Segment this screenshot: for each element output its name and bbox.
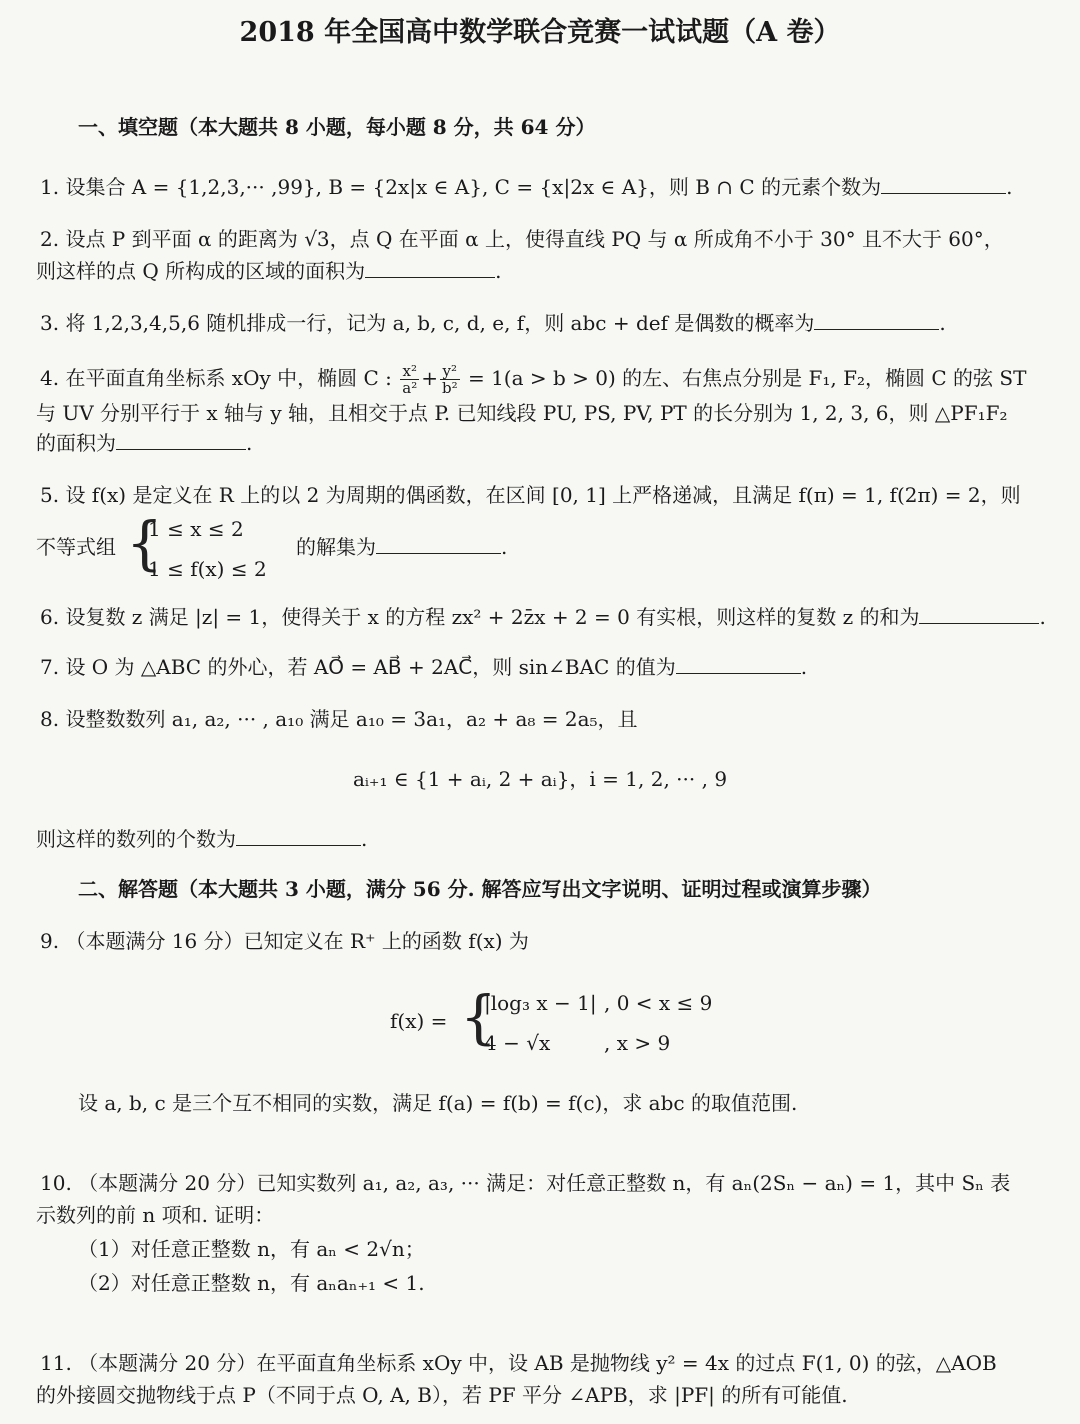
answer-blank-1[interactable] — [881, 173, 1006, 194]
question-11-line-1: 11. （本题满分 20 分）在平面直角坐标系 xOy 中，设 AB 是抛物线 y² = 4x 的过点 F(1, 0) 的弦，△AOB — [40, 1351, 997, 1375]
question-5-label: 不等式组 — [36, 535, 116, 559]
question-5-condition-2: 1 ≤ f(x) ≤ 2 — [148, 557, 267, 581]
question-5-tail: 的解集为 . — [296, 535, 508, 559]
question-5-condition-1: 1 ≤ x ≤ 2 — [148, 517, 244, 541]
question-8-equation: aᵢ₊₁ ∈ {1 + aᵢ, 2 + aᵢ}，i = 1, 2, ··· , 9 — [352, 767, 728, 791]
question-9-fx: f(x) = — [390, 1009, 448, 1033]
section-1-heading: 一、填空题（本大题共 8 小题，每小题 8 分，共 64 分） — [78, 115, 596, 139]
left-brace-icon: { — [126, 509, 163, 577]
question-9-case-2: 4 − √x — [484, 1031, 551, 1055]
question-10-line-1: 10. （本题满分 20 分）已知实数列 a₁, a₂, a₃, ··· 满足：对任意正整数 n，有 aₙ(2Sₙ − aₙ) = 1，其中 Sₙ 表 — [40, 1171, 1011, 1195]
question-2-line-1: 2. 设点 P 到平面 α 的距离为 √3，点 Q 在平面 α 上，使得直线 PQ 与 α 所成角不小于 30° 且不大于 60°， — [40, 227, 1004, 251]
question-1-text: 1. 设集合 A = {1,2,3,··· ,99}, B = {2x|x ∈ A}, C = {x|2x ∈ A}，则 B ∩ C 的元素个数为 — [40, 175, 882, 199]
question-9-line-3: 设 a, b, c 是三个互不相同的实数，满足 f(a) = f(b) = f(c)，求 abc 的取值范围. — [78, 1091, 798, 1115]
question-1: 1. 设集合 A = {1,2,3,··· ,99}, B = {2x|x ∈ A}, C = {x|2x ∈ A}，则 B ∩ C 的元素个数为 . — [40, 175, 1013, 199]
answer-blank-5[interactable] — [376, 533, 501, 554]
section-2-heading: 二、解答题（本大题共 3 小题，满分 56 分. 解答应写出文字说明、证明过程或演算步骤） — [78, 877, 882, 901]
question-8-line-1: 8. 设整数数列 a₁, a₂, ··· , a₁₀ 满足 a₁₀ = 3a₁，a₂ + a₈ = 2a₅，且 — [40, 707, 638, 731]
question-5-line-1: 5. 设 f(x) 是定义在 R 上的以 2 为周期的偶函数，在区间 [0, 1] 上严格递减，且满足 f(π) = 1, f(2π) = 2，则 — [40, 483, 1021, 507]
question-10-part-1: （1）对任意正整数 n，有 aₙ < 2√n； — [78, 1237, 425, 1261]
answer-blank-3[interactable] — [814, 309, 939, 330]
question-4-line-3: 的面积为 . — [36, 431, 253, 455]
answer-blank-6[interactable] — [919, 603, 1039, 624]
fraction-y2-b2: $\frac{\text{y²}}{\text{b²}}$ — [441, 362, 458, 397]
question-3: 3. 将 1,2,3,4,5,6 随机排成一行，记为 a, b, c, d, e, f，则 abc + def 是偶数的概率为 . — [40, 311, 946, 335]
answer-blank-8[interactable] — [236, 825, 361, 846]
question-11-line-2: 的外接圆交抛物线于点 P（不同于点 O, A, B），若 PF 平分 ∠APB，求 |PF| 的所有可能值. — [36, 1383, 848, 1407]
question-9-case-1: |log₃ x − 1| — [484, 991, 597, 1015]
fraction-x2-a2: $\frac{\text{x²}}{\text{a²}}$ — [402, 362, 418, 397]
question-9-case-2-cond: , x > 9 — [604, 1031, 671, 1055]
answer-blank-4[interactable] — [116, 429, 246, 450]
question-6: 6. 设复数 z 满足 |z| = 1，使得关于 x 的方程 zx² + 2z̄x + 2 = 0 有实根，则这样的复数 z 的和为 . — [40, 605, 1046, 629]
left-brace-icon: { — [460, 983, 497, 1051]
page-title: 2018 年全国高中数学联合竞赛一试试题（A 卷） — [239, 17, 841, 48]
question-2-line-2: 则这样的点 Q 所构成的区域的面积为 . — [36, 259, 502, 283]
answer-blank-2[interactable] — [365, 257, 495, 278]
question-9-case-1-cond: , 0 < x ≤ 9 — [604, 991, 713, 1015]
question-8-line-3: 则这样的数列的个数为 . — [36, 827, 368, 851]
answer-blank-7[interactable] — [676, 653, 801, 674]
question-4-line-2: 与 UV 分别平行于 x 轴与 y 轴，且相交于点 P. 已知线段 PU, PS, PV, PT 的长分别为 1, 2, 3, 6，则 △PF₁F₂ — [36, 401, 1008, 425]
question-7: 7. 设 O 为 △ABC 的外心，若 AO⃗ = AB⃗ + 2AC⃗，则 sin∠BAC 的值为 . — [40, 655, 808, 679]
question-10-part-2: （2）对任意正整数 n，有 aₙaₙ₊₁ < 1. — [78, 1271, 425, 1295]
question-9-line-1: 9. （本题满分 16 分）已知定义在 R⁺ 上的函数 f(x) 为 — [40, 929, 529, 953]
question-4-line-1: 4. 在平面直角坐标系 xOy 中，椭圆 C : $\frac{\text{x²}}{\text{a²}}$ + $\frac{\text{y²}}{\text{b²}}$ = 1(a > b > 0) 的左、右焦点分别是 F₁, F₂，椭圆 C 的弦 ST — [40, 362, 1027, 397]
question-10-line-2: 示数列的前 n 项和. 证明： — [36, 1203, 275, 1227]
